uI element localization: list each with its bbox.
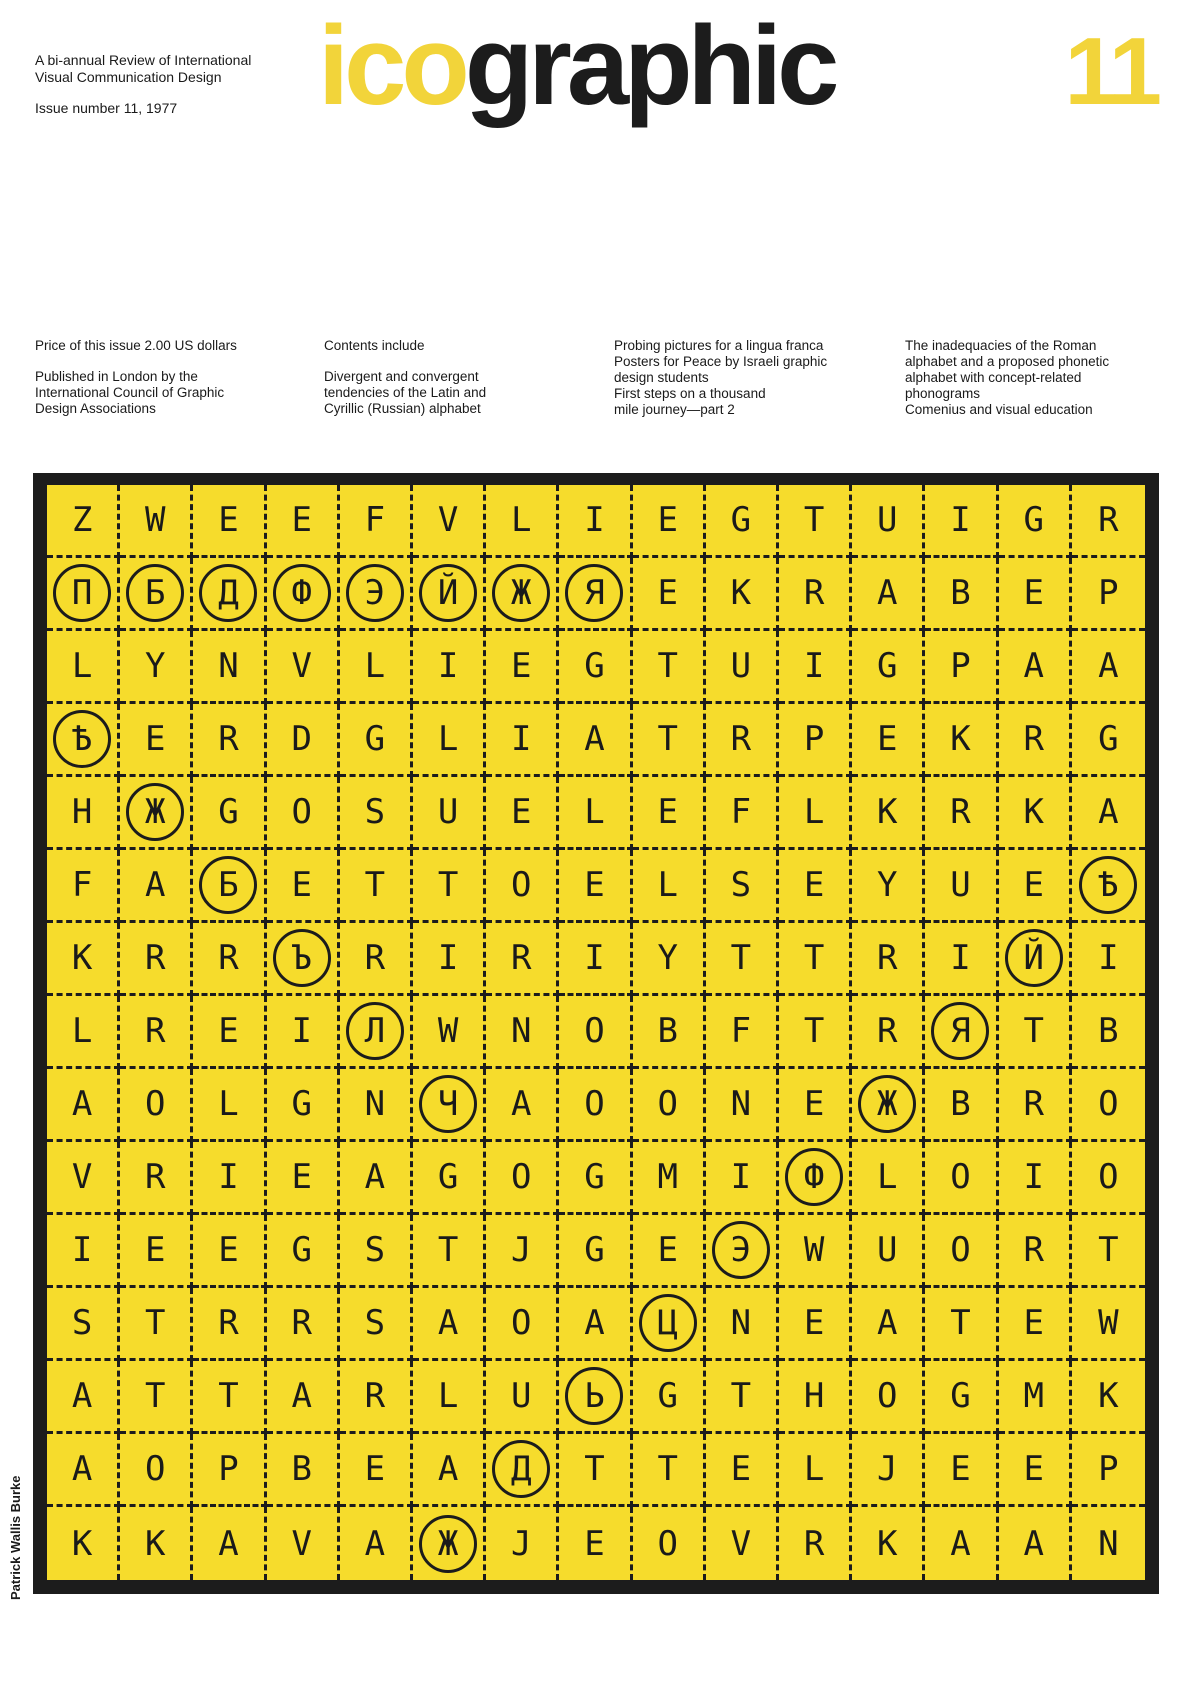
letter-grid xyxy=(47,485,1145,1580)
grid-cell: B xyxy=(1072,996,1145,1069)
grid-cell: R xyxy=(267,1288,340,1361)
grid-cell: I xyxy=(193,1142,266,1215)
grid-cell: T xyxy=(706,923,779,996)
grid-cell: G xyxy=(925,1361,998,1434)
grid-cell: S xyxy=(340,1288,413,1361)
grid-cell: E xyxy=(633,558,706,631)
grid-cell: R xyxy=(999,1069,1072,1142)
grid-cell: O xyxy=(1072,1069,1145,1142)
grid-cell: E xyxy=(120,704,193,777)
grid-cell: G xyxy=(633,1361,706,1434)
grid-cell: I xyxy=(486,704,559,777)
grid-cell: E xyxy=(779,850,852,923)
grid-cell: L xyxy=(47,631,120,704)
column-line: Probing pictures for a lingua franca xyxy=(614,338,824,353)
grid-cell: E xyxy=(633,777,706,850)
grid-cell: E xyxy=(999,1288,1072,1361)
grid-cell: M xyxy=(999,1361,1072,1434)
grid-cell: L xyxy=(340,631,413,704)
grid-cell: O xyxy=(1072,1142,1145,1215)
grid-cell: Z xyxy=(47,485,120,558)
grid-cell: E xyxy=(267,850,340,923)
grid-cell: A xyxy=(1072,631,1145,704)
grid-cell-circled: Д xyxy=(486,1434,559,1507)
grid-cell-circled: Я xyxy=(559,558,632,631)
grid-cell: O xyxy=(120,1069,193,1142)
grid-cell: I xyxy=(1072,923,1145,996)
grid-cell: T xyxy=(999,996,1072,1069)
grid-cell: H xyxy=(47,777,120,850)
grid-cell: E xyxy=(267,1142,340,1215)
grid-cell: G xyxy=(852,631,925,704)
grid-cell: A xyxy=(999,631,1072,704)
grid-cell: P xyxy=(779,704,852,777)
grid-cell: L xyxy=(193,1069,266,1142)
grid-cell: E xyxy=(779,1069,852,1142)
grid-cell: E xyxy=(999,850,1072,923)
grid-cell: E xyxy=(925,1434,998,1507)
grid-cell: O xyxy=(633,1507,706,1580)
grid-cell: O xyxy=(120,1434,193,1507)
grid-cell: T xyxy=(120,1288,193,1361)
column-line: mile journey—part 2 xyxy=(614,402,735,417)
grid-cell: K xyxy=(852,777,925,850)
grid-cell: L xyxy=(413,1361,486,1434)
grid-cell: B xyxy=(633,996,706,1069)
grid-cell: K xyxy=(47,1507,120,1580)
letter-grid-board xyxy=(33,473,1159,1594)
grid-cell: E xyxy=(267,485,340,558)
grid-cell: A xyxy=(193,1507,266,1580)
grid-cell: K xyxy=(999,777,1072,850)
grid-cell: E xyxy=(340,1434,413,1507)
column-line: Design Associations xyxy=(35,401,156,416)
grid-cell: K xyxy=(120,1507,193,1580)
grid-cell: G xyxy=(559,1142,632,1215)
grid-cell-circled: Ж xyxy=(852,1069,925,1142)
grid-cell: N xyxy=(706,1069,779,1142)
grid-cell: T xyxy=(413,1215,486,1288)
grid-cell: T xyxy=(340,850,413,923)
grid-cell: A xyxy=(1072,777,1145,850)
grid-cell: E xyxy=(779,1288,852,1361)
grid-cell: A xyxy=(413,1434,486,1507)
grid-cell: Y xyxy=(120,631,193,704)
grid-cell: A xyxy=(999,1507,1072,1580)
grid-cell: R xyxy=(120,996,193,1069)
grid-cell: L xyxy=(633,850,706,923)
grid-cell-circled: Ж xyxy=(120,777,193,850)
grid-cell-circled: Д xyxy=(193,558,266,631)
grid-cell: O xyxy=(267,777,340,850)
info-column-articles-2 xyxy=(905,338,1175,418)
grid-cell: R xyxy=(706,704,779,777)
grid-cell: E xyxy=(706,1434,779,1507)
grid-cell-circled: Ж xyxy=(413,1507,486,1580)
grid-cell: U xyxy=(413,777,486,850)
grid-cell: E xyxy=(559,1507,632,1580)
grid-cell: J xyxy=(486,1215,559,1288)
grid-cell: T xyxy=(633,631,706,704)
grid-cell: O xyxy=(486,1142,559,1215)
column-line: tendencies of the Latin and xyxy=(324,385,487,400)
grid-cell: L xyxy=(559,777,632,850)
info-column-articles-1 xyxy=(614,338,884,418)
column-line: Contents include xyxy=(324,338,425,353)
grid-cell: E xyxy=(633,1215,706,1288)
column-line: phonograms xyxy=(905,386,981,401)
grid-cell: J xyxy=(486,1507,559,1580)
grid-cell: R xyxy=(486,923,559,996)
grid-cell-circled: П xyxy=(47,558,120,631)
column-line: International Council of Graphic xyxy=(35,385,225,400)
grid-cell: T xyxy=(779,485,852,558)
grid-cell: P xyxy=(1072,1434,1145,1507)
grid-cell: E xyxy=(120,1215,193,1288)
grid-cell: W xyxy=(1072,1288,1145,1361)
grid-cell: U xyxy=(925,850,998,923)
grid-cell: A xyxy=(852,1288,925,1361)
grid-cell: G xyxy=(559,631,632,704)
grid-cell: A xyxy=(267,1361,340,1434)
grid-cell: E xyxy=(633,485,706,558)
grid-cell: G xyxy=(999,485,1072,558)
grid-cell: L xyxy=(852,1142,925,1215)
grid-cell: B xyxy=(925,1069,998,1142)
grid-cell: O xyxy=(852,1361,925,1434)
grid-cell: G xyxy=(340,704,413,777)
grid-cell: R xyxy=(925,777,998,850)
grid-cell: K xyxy=(706,558,779,631)
grid-cell: M xyxy=(633,1142,706,1215)
grid-cell: T xyxy=(779,996,852,1069)
grid-cell-circled: Ѣ xyxy=(1072,850,1145,923)
column-line: alphabet with concept-related xyxy=(905,370,1082,385)
grid-cell: E xyxy=(999,558,1072,631)
grid-cell: F xyxy=(47,850,120,923)
grid-cell: T xyxy=(706,1361,779,1434)
grid-cell: T xyxy=(633,704,706,777)
grid-cell: O xyxy=(486,850,559,923)
grid-cell: T xyxy=(559,1434,632,1507)
grid-cell: O xyxy=(925,1215,998,1288)
grid-cell: I xyxy=(925,923,998,996)
grid-cell: L xyxy=(486,485,559,558)
grid-cell: T xyxy=(193,1361,266,1434)
grid-cell: R xyxy=(999,1215,1072,1288)
column-line: Divergent and convergent xyxy=(324,369,479,384)
grid-cell: A xyxy=(486,1069,559,1142)
grid-cell: A xyxy=(413,1288,486,1361)
grid-cell: T xyxy=(633,1434,706,1507)
grid-cell: D xyxy=(267,704,340,777)
grid-cell: Y xyxy=(852,850,925,923)
grid-cell: R xyxy=(193,923,266,996)
grid-cell-circled: Я xyxy=(925,996,998,1069)
grid-cell: Y xyxy=(633,923,706,996)
grid-cell: E xyxy=(999,1434,1072,1507)
grid-cell: O xyxy=(486,1288,559,1361)
grid-cell-circled: Б xyxy=(120,558,193,631)
grid-cell: R xyxy=(852,923,925,996)
grid-cell: V xyxy=(47,1142,120,1215)
grid-cell: T xyxy=(1072,1215,1145,1288)
grid-cell: I xyxy=(779,631,852,704)
grid-cell-circled: Ж xyxy=(486,558,559,631)
grid-cell: R xyxy=(193,704,266,777)
grid-cell-circled: Й xyxy=(413,558,486,631)
grid-cell: A xyxy=(47,1434,120,1507)
grid-cell: I xyxy=(706,1142,779,1215)
grid-cell: U xyxy=(706,631,779,704)
issue-line: Issue number 11, 1977 xyxy=(35,100,178,116)
grid-cell: K xyxy=(47,923,120,996)
grid-cell: T xyxy=(779,923,852,996)
grid-cell: A xyxy=(47,1069,120,1142)
column-line: The inadequacies of the Roman xyxy=(905,338,1097,353)
grid-cell-circled: Ѣ xyxy=(47,704,120,777)
grid-cell: R xyxy=(193,1288,266,1361)
grid-cell: B xyxy=(925,558,998,631)
column-line: alphabet and a proposed phonetic xyxy=(905,354,1110,369)
grid-cell: G xyxy=(559,1215,632,1288)
column-line: First steps on a thousand xyxy=(614,386,766,401)
grid-cell: V xyxy=(267,1507,340,1580)
grid-cell: L xyxy=(47,996,120,1069)
grid-cell: A xyxy=(559,1288,632,1361)
grid-cell: A xyxy=(852,558,925,631)
grid-cell: U xyxy=(486,1361,559,1434)
grid-cell: A xyxy=(559,704,632,777)
grid-cell: L xyxy=(779,777,852,850)
grid-cell: P xyxy=(193,1434,266,1507)
grid-cell: N xyxy=(706,1288,779,1361)
column-line: Published in London by the xyxy=(35,369,198,384)
logo-part-ico: ico xyxy=(318,3,465,128)
grid-cell: A xyxy=(340,1142,413,1215)
grid-cell: P xyxy=(925,631,998,704)
grid-cell: G xyxy=(413,1142,486,1215)
grid-cell-circled: Э xyxy=(340,558,413,631)
grid-cell: R xyxy=(340,923,413,996)
grid-cell: R xyxy=(1072,485,1145,558)
grid-cell-circled: Ъ xyxy=(267,923,340,996)
grid-cell: S xyxy=(706,850,779,923)
grid-cell-circled: Э xyxy=(706,1215,779,1288)
grid-cell: W xyxy=(779,1215,852,1288)
grid-cell: O xyxy=(559,1069,632,1142)
grid-cell: S xyxy=(340,1215,413,1288)
grid-cell: P xyxy=(1072,558,1145,631)
grid-cell: J xyxy=(852,1434,925,1507)
grid-cell: K xyxy=(852,1507,925,1580)
grid-cell: K xyxy=(1072,1361,1145,1434)
grid-cell: I xyxy=(925,485,998,558)
grid-cell: E xyxy=(193,1215,266,1288)
column-line: Posters for Peace by Israeli graphic xyxy=(614,354,828,369)
artist-credit: Patrick Wallis Burke xyxy=(8,1475,23,1600)
grid-cell: I xyxy=(413,923,486,996)
grid-cell: R xyxy=(852,996,925,1069)
grid-cell: A xyxy=(340,1507,413,1580)
tagline xyxy=(35,52,251,86)
grid-cell-circled: Ц xyxy=(633,1288,706,1361)
grid-cell: E xyxy=(486,777,559,850)
issue-number: 11 xyxy=(1064,18,1158,125)
grid-cell: R xyxy=(120,923,193,996)
tagline-line-2: Visual Communication Design xyxy=(35,69,222,85)
grid-cell: T xyxy=(413,850,486,923)
grid-cell-circled: Ф xyxy=(267,558,340,631)
grid-cell: E xyxy=(852,704,925,777)
grid-cell: T xyxy=(925,1288,998,1361)
grid-cell: B xyxy=(267,1434,340,1507)
grid-cell: R xyxy=(999,704,1072,777)
grid-cell: E xyxy=(559,850,632,923)
grid-cell: I xyxy=(267,996,340,1069)
grid-cell: I xyxy=(559,923,632,996)
grid-cell: W xyxy=(413,996,486,1069)
grid-cell: V xyxy=(267,631,340,704)
grid-cell: O xyxy=(925,1142,998,1215)
grid-cell: E xyxy=(193,996,266,1069)
grid-cell: G xyxy=(267,1215,340,1288)
grid-cell-circled: Ч xyxy=(413,1069,486,1142)
grid-cell-circled: Л xyxy=(340,996,413,1069)
grid-cell: T xyxy=(120,1361,193,1434)
grid-cell: F xyxy=(340,485,413,558)
grid-cell: G xyxy=(706,485,779,558)
grid-cell: G xyxy=(1072,704,1145,777)
grid-cell: G xyxy=(193,777,266,850)
grid-cell: F xyxy=(706,777,779,850)
grid-cell: O xyxy=(633,1069,706,1142)
magazine-logo xyxy=(318,3,835,128)
grid-cell: A xyxy=(925,1507,998,1580)
grid-cell: R xyxy=(340,1361,413,1434)
column-line: Price of this issue 2.00 US dollars xyxy=(35,338,237,353)
grid-cell: I xyxy=(47,1215,120,1288)
grid-cell-circled: Й xyxy=(999,923,1072,996)
grid-cell: A xyxy=(120,850,193,923)
grid-cell: A xyxy=(47,1361,120,1434)
grid-cell: I xyxy=(999,1142,1072,1215)
grid-cell: N xyxy=(340,1069,413,1142)
grid-cell: L xyxy=(779,1434,852,1507)
grid-cell: L xyxy=(413,704,486,777)
grid-cell: V xyxy=(413,485,486,558)
grid-cell: K xyxy=(925,704,998,777)
grid-cell: U xyxy=(852,485,925,558)
column-line: design students xyxy=(614,370,709,385)
grid-cell: R xyxy=(779,1507,852,1580)
grid-cell: V xyxy=(706,1507,779,1580)
column-line: Cyrillic (Russian) alphabet xyxy=(324,401,481,416)
grid-cell: O xyxy=(559,996,632,1069)
grid-cell: R xyxy=(120,1142,193,1215)
grid-cell: E xyxy=(486,631,559,704)
grid-cell: G xyxy=(267,1069,340,1142)
grid-cell: N xyxy=(486,996,559,1069)
column-line: Comenius and visual education xyxy=(905,402,1093,417)
grid-cell-circled: Ь xyxy=(559,1361,632,1434)
grid-cell-circled: Ф xyxy=(779,1142,852,1215)
grid-cell: S xyxy=(47,1288,120,1361)
info-column-contents xyxy=(324,338,594,417)
grid-cell: H xyxy=(779,1361,852,1434)
tagline-line-1: A bi-annual Review of International xyxy=(35,52,252,68)
grid-cell: I xyxy=(413,631,486,704)
grid-cell: W xyxy=(120,485,193,558)
grid-cell: U xyxy=(852,1215,925,1288)
grid-cell: N xyxy=(1098,1523,1119,1564)
grid-cell: S xyxy=(340,777,413,850)
grid-cell: E xyxy=(193,485,266,558)
grid-cell: F xyxy=(706,996,779,1069)
grid-cell: N xyxy=(193,631,266,704)
grid-cell: R xyxy=(779,558,852,631)
info-column-price xyxy=(35,338,305,417)
logo-part-graphic: graphic xyxy=(464,3,835,128)
grid-cell: I xyxy=(559,485,632,558)
grid-cell-circled: Б xyxy=(193,850,266,923)
